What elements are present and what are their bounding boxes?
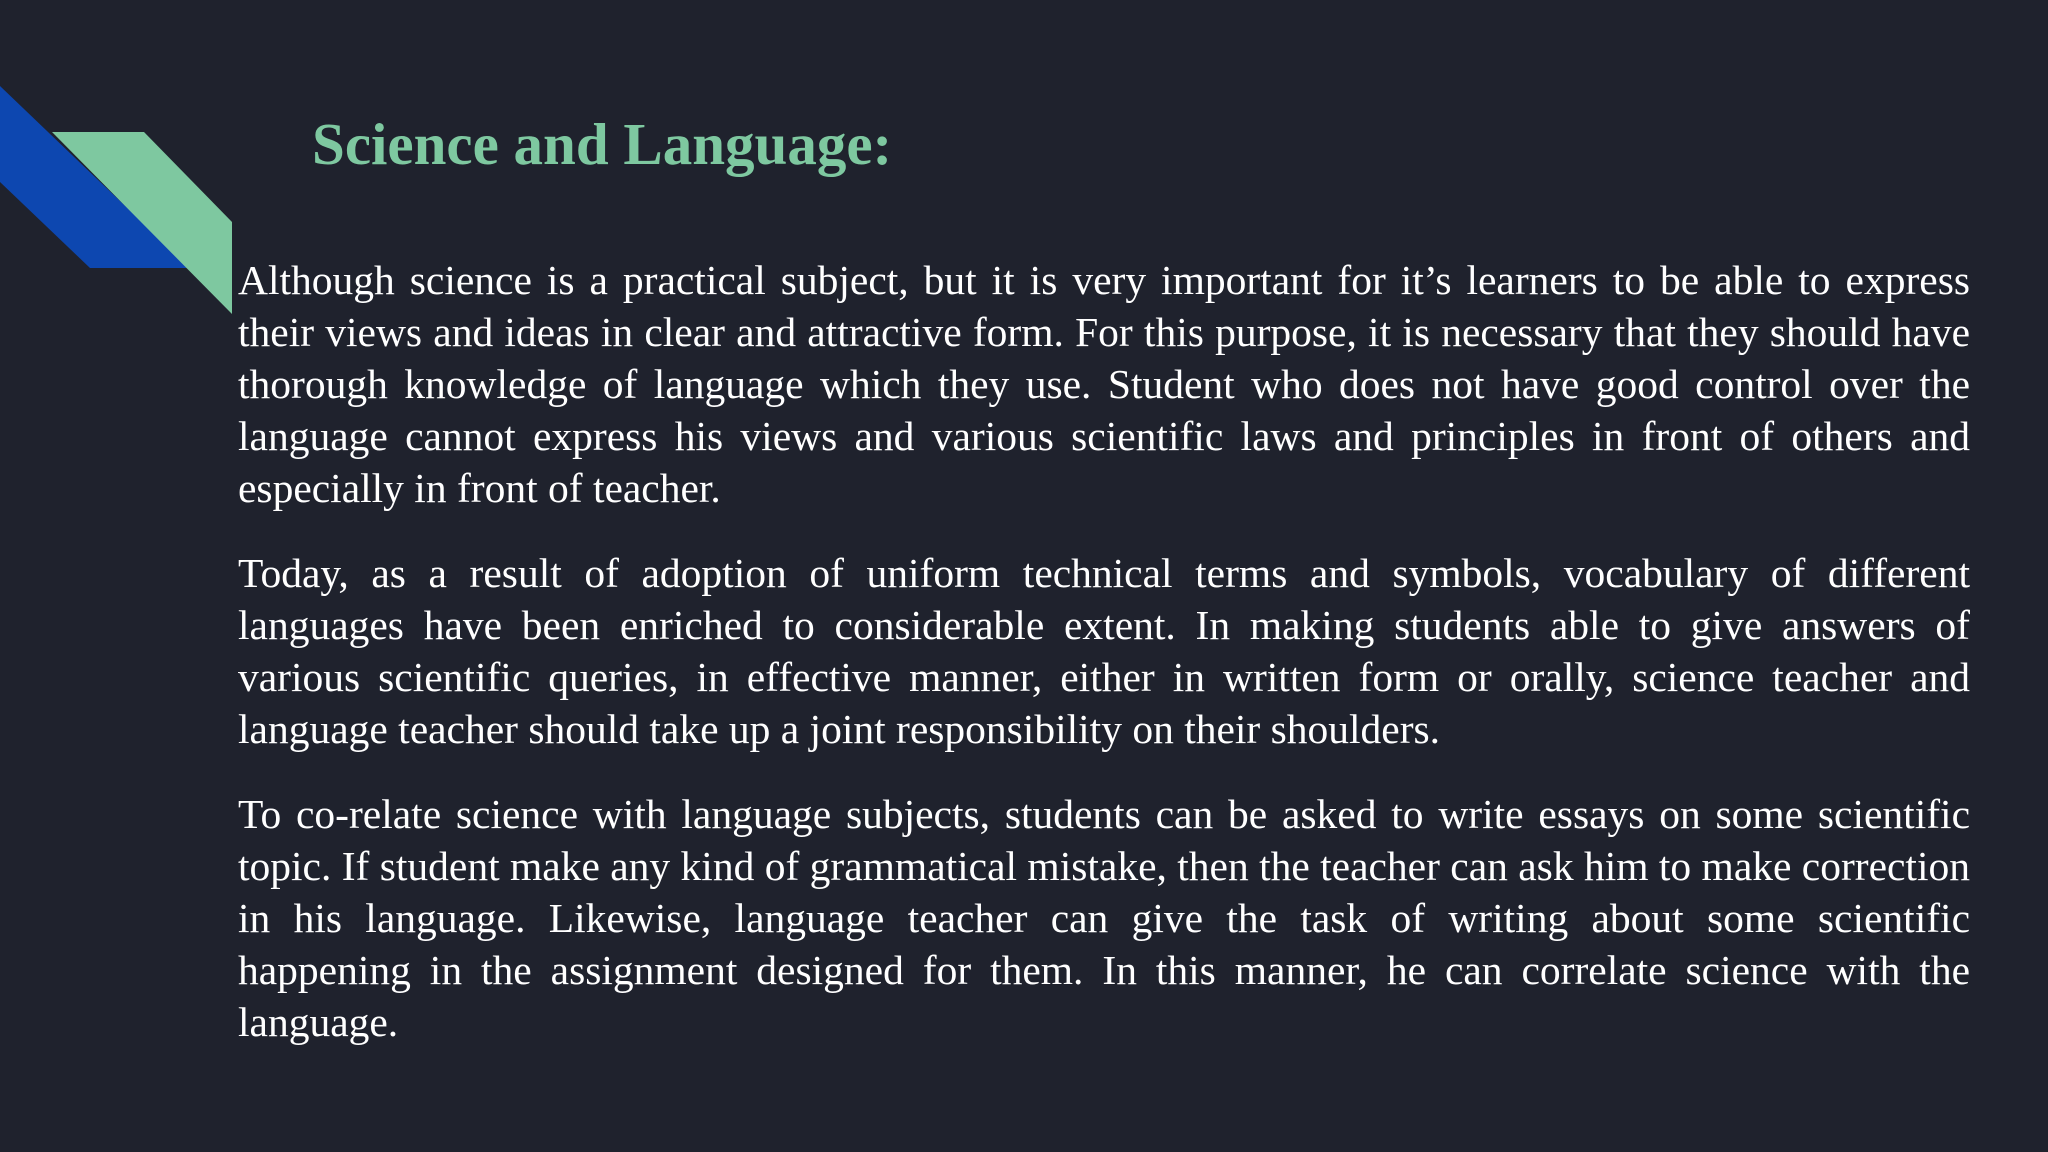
decorative-accent-shape (0, 0, 260, 330)
paragraph-3: To co-relate science with language subjects, students can be asked to write essays on some scientific topic. If student make any kind of grammatical mistake, then the teacher can ask him to make correction in his language. Likewise, language teacher can give the task of writing about some scientific happening in the assignment designed for them. In this manner, he can correlate science with the language. (238, 791, 1970, 1045)
slide-body (238, 254, 1970, 1081)
paragraph-2: Today, as a result of adoption of uniform technical terms and symbols, vocabulary of different languages have been enriched to considerable extent. In making students able to give answers of various scientific queries, in effective manner, either in written form or orally, science teacher and language teacher should take up a joint responsibility on their shoulders. (238, 550, 1970, 752)
paragraph-1: Although science is a practical subject, but it is very important for it’s learners to be able to express their views and ideas in clear and attractive form. For this purpose, it is necessary that they should have thorough knowledge of language which they use. Student who does not have good control over the language cannot express his views and various scientific laws and principles in front of others and especially in front of teacher. (238, 257, 1970, 511)
slide-title: Science and Language: (312, 111, 893, 177)
